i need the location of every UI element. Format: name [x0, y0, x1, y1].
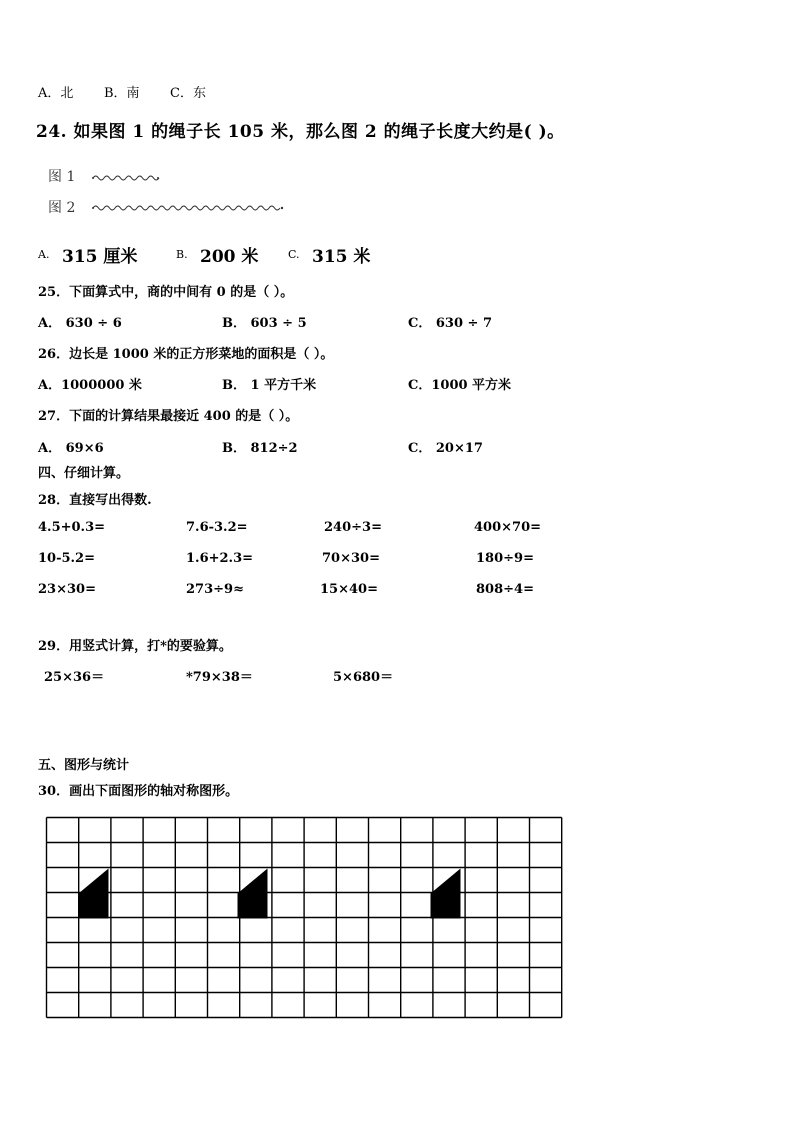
- rope-figure-1: [92, 172, 162, 184]
- q28-item: 273÷9≈: [186, 582, 244, 597]
- section-5-title: 五、图形与统计: [38, 758, 130, 773]
- q23-option-a: A．北: [38, 86, 74, 101]
- q30-question: 30．画出下面图形的轴对称图形。: [38, 784, 239, 799]
- q28-item: 70×30=: [322, 551, 380, 566]
- q26-option-a: A．1000000 米: [38, 378, 142, 393]
- q24-option-a: 315 厘米: [62, 247, 138, 267]
- q28-item: 15×40=: [320, 582, 378, 597]
- q28-item: 180÷9=: [476, 551, 534, 566]
- q23-option-b: B．南: [104, 86, 140, 101]
- q27-option-c: C． 20×17: [408, 441, 483, 456]
- q28-item: 10-5.2=: [38, 551, 95, 566]
- q26-option-b: B． 1 平方千米: [222, 378, 317, 393]
- q27-option-a: A． 69×6: [38, 441, 104, 456]
- q26-question: 26．边长是 1000 米的正方形菜地的面积是（ ）。: [38, 347, 334, 362]
- q29-item: 25×36＝: [44, 670, 105, 685]
- q24-option-b: 200 米: [200, 247, 259, 267]
- shaded-shape-3: [431, 869, 461, 919]
- q28-question: 28．直接写出得数.: [38, 493, 152, 508]
- q29-item: 5×680＝: [333, 670, 394, 685]
- symmetry-grid: [46, 817, 566, 1023]
- shaded-shape-1: [79, 869, 109, 919]
- q28-item: 808÷4=: [476, 582, 534, 597]
- shaded-shape-2: [238, 869, 268, 919]
- q25-option-c: C． 630 ÷ 7: [408, 316, 492, 331]
- q24-option-a-letter: A.: [38, 248, 50, 261]
- rope-figure-2: [92, 202, 287, 214]
- q24-option-b-letter: B.: [176, 248, 188, 261]
- q25-question: 25．下面算式中，商的中间有 0 的是（ ）。: [38, 285, 294, 300]
- q24-question: 24. 如果图 1 的绳子长 105 米，那么图 2 的绳子长度大约是( )。: [36, 122, 565, 142]
- q27-question: 27．下面的计算结果最接近 400 的是（ ）。: [38, 409, 299, 424]
- q29-item: *79×38＝: [186, 670, 253, 685]
- q27-option-b: B． 812÷2: [222, 441, 298, 456]
- q28-item: 240÷3=: [324, 520, 382, 535]
- q28-item: 23×30=: [38, 582, 96, 597]
- q23-option-c: C．东: [170, 86, 206, 101]
- figure-2-label: 图 2: [48, 200, 76, 216]
- figure-1-label: 图 1: [48, 169, 76, 185]
- q24-option-c: 315 米: [312, 247, 371, 267]
- q28-item: 400×70=: [474, 520, 542, 535]
- section-4-title: 四、仔细计算。: [38, 466, 130, 481]
- q25-option-a: A． 630 ÷ 6: [38, 316, 122, 331]
- q24-option-c-letter: C.: [288, 248, 300, 261]
- q28-item: 7.6-3.2=: [186, 520, 248, 535]
- q28-item: 1.6+2.3=: [186, 551, 254, 566]
- q26-option-c: C．1000 平方米: [408, 378, 512, 393]
- q29-question: 29．用竖式计算，打*的要验算。: [38, 639, 232, 654]
- q28-item: 4.5+0.3=: [38, 520, 106, 535]
- q25-option-b: B． 603 ÷ 5: [222, 316, 307, 331]
